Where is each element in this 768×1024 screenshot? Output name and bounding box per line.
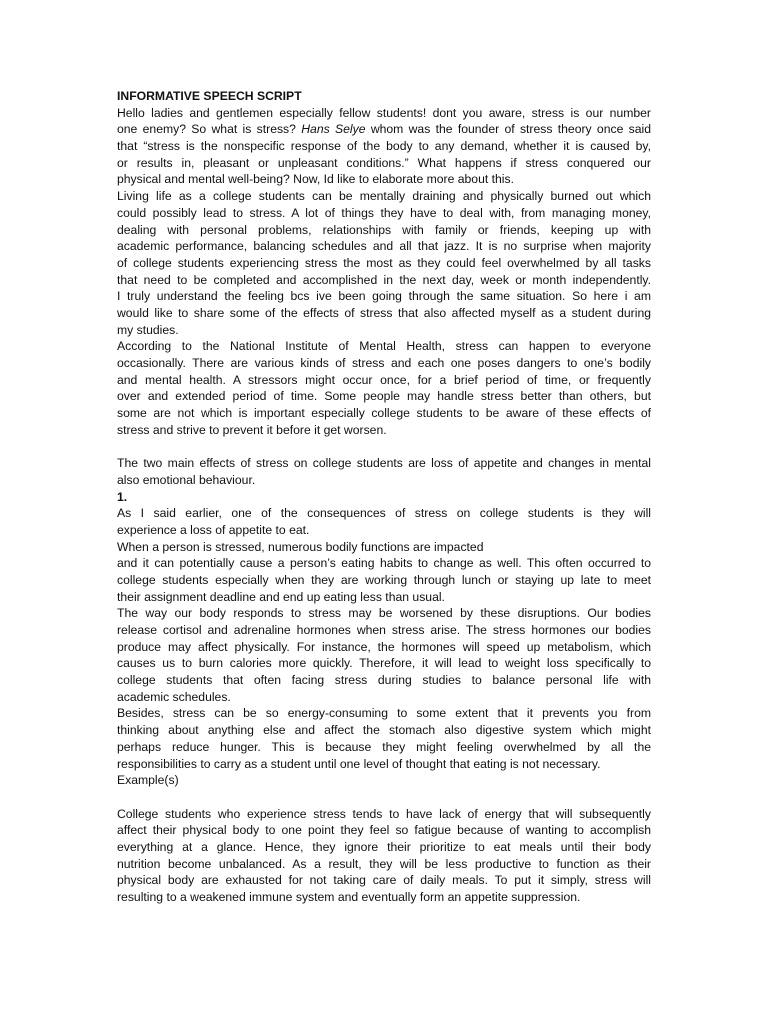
p2-line-2: could possibly lead to stress. A lot of things they have to deal with, from managing money, — [117, 205, 651, 220]
p1-line-4: or results in, pleasant or unpleasant conditions.” What happens if stress conquered our — [117, 155, 651, 170]
p8-line-3: perhaps reduce hunger. This is because they might feeling overwhelmed by all the — [117, 739, 651, 754]
p3-line-2: occasionally. There are various kinds of stress and each one poses dangers to one’s bodily — [117, 356, 651, 370]
examples-label: Example(s) — [117, 773, 179, 788]
p1-line-3: that “stress is the nonspecific response of the body to any demand, whether it is caused by, — [117, 139, 651, 154]
p2-line-3: dealing with personal problems, relationships with family or friends, keeping up with — [117, 222, 651, 237]
p9-line-3: everything at a glance. Hence, they ignore their prioritize to eat meals until their body — [117, 839, 651, 854]
p2-line-8: would like to share some of the effects of stress that also affected myself as a student during — [117, 305, 651, 320]
p6-line-4: their assignment deadline and end up eating less than usual. — [117, 589, 445, 604]
p1-line-2-b: whom was the founder of stress theory once said — [370, 122, 652, 137]
p3-line-6: stress and strive to prevent it before it get worsen. — [117, 422, 387, 437]
p1-line-2 — [117, 121, 651, 138]
blank-line — [117, 789, 651, 806]
p2-line-1: Living life as a college students can be mentally draining and physically burned out which — [117, 189, 651, 204]
p7-line-5: college students that often facing stress during studies to balance personal life with — [117, 673, 651, 688]
document-page — [117, 88, 651, 906]
p9-line-5: physical body are exhausted for not taking care of daily meals. To put it simply, stress will — [117, 873, 651, 888]
p6-line-3: college students especially when they are working through lunch or staying up late to meet — [117, 572, 651, 587]
p7-line-3: produce may affect physically. For instance, the hormones will speed up metabolism, which — [117, 639, 651, 654]
p2-line-7: I truly understand the feeling bcs ive been going through the same situation. So here i am — [117, 289, 651, 304]
section-number-1: 1. — [117, 489, 128, 504]
p1-line-2-a: one enemy? So what is stress? — [117, 122, 296, 137]
p9-line-2: affect their physical body to one point they feel so fatigue because of wanting to accomplish — [117, 823, 651, 838]
p2-line-6: that need to be completed and accomplished in the next day, week or month independently. — [117, 272, 651, 287]
p7-line-6: academic schedules. — [117, 689, 231, 704]
p4-line-1: The two main effects of stress on college students are loss of appetite and changes in mental — [117, 456, 651, 471]
document-title: INFORMATIVE SPEECH SCRIPT — [117, 89, 302, 103]
p3-line-5: some are not which is important especially college students to be aware of these effects of — [117, 406, 651, 421]
p1-line-1: Hello ladies and gentlemen especially fellow students! dont you aware, stress is our number — [117, 105, 651, 120]
p9-line-6: resulting to a weakened immune system and eventually form an appetite suppression. — [117, 890, 581, 904]
p8-line-2: thinking about anything else and affect the stomach also digestive system which might — [117, 723, 651, 738]
p2-line-4: academic performance, balancing schedules and all that jazz. It is no surprise when majority — [117, 239, 651, 254]
p1-line-5: physical and mental well-being? Now, Id like to elaborate more about this. — [117, 172, 514, 187]
p5-line-2: experience a loss of appetite to eat. — [117, 522, 310, 537]
p3-line-3: and mental health. A stressors might occur once, for a brief period of time, or frequently — [117, 372, 651, 387]
p6-line-1: When a person is stressed, numerous bodily functions are impacted — [117, 539, 484, 554]
hans-selye-name: Hans Selye — [301, 122, 366, 137]
p3-line-1: According to the National Institute of Mental Health, stress can happen to everyone — [117, 339, 651, 354]
p9-line-4: nutrition become unbalanced. As a result, they will be less productive to function as their — [117, 856, 651, 871]
p8-line-1: Besides, stress can be so energy-consuming to some extent that it prevents you from — [117, 706, 651, 721]
p7-line-1: The way our body responds to stress may be worsened by these disruptions. Our bodies — [117, 606, 651, 621]
p2-line-9: my studies. — [117, 322, 179, 337]
p7-line-2: release cortisol and adrenaline hormones when stress arise. The stress hormones our bodies — [117, 623, 651, 637]
p5-line-1: As I said earlier, one of the consequences of stress on college students is they will — [117, 506, 651, 521]
p2-line-5: of college students experiencing stress the most as they could feel overwhelmed by all tasks — [117, 255, 651, 270]
blank-line — [117, 438, 651, 455]
p4-line-2: also emotional behaviour. — [117, 472, 256, 487]
p8-line-4: responsibilities to carry as a student until one level of thought that eating is not necessary. — [117, 756, 601, 771]
p3-line-4: over and extended period of time. Some people may handle stress better than others, but — [117, 389, 651, 404]
p7-line-4: causes us to burn calories more quickly. Therefore, it will lead to weight loss specifically to — [117, 656, 651, 671]
p6-line-2: and it can potentially cause a person’s eating habits to change as well. This often occurred to — [117, 556, 651, 571]
p9-line-1: College students who experience stress tends to have lack of energy that will subsequently — [117, 806, 651, 821]
